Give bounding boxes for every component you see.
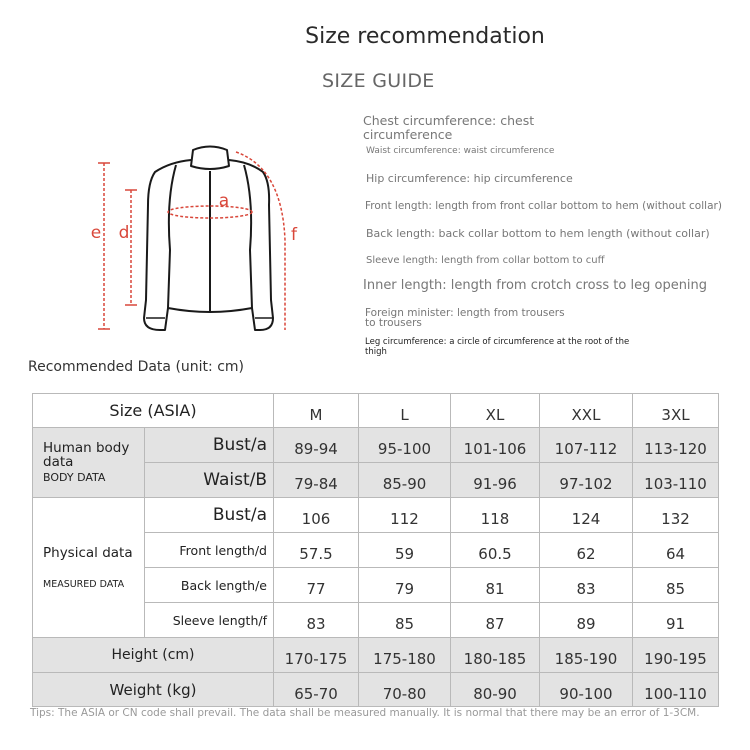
table-cell: 180-185	[451, 638, 540, 673]
definition-foreign-minister: Foreign minister: length from trousers to trousers	[365, 307, 565, 329]
size-col-m: M	[274, 394, 359, 428]
table-cell: 107-112	[540, 428, 633, 463]
definition-waist: Waist circumference: waist circumference	[366, 146, 555, 156]
definition-inner-length: Inner length: length from crotch cross to leg opening	[363, 278, 708, 293]
height-row-label: Height (cm)	[33, 638, 274, 673]
table-cell: 81	[451, 568, 540, 603]
table-cell: 65-70	[274, 673, 359, 707]
body-data-group	[33, 428, 145, 498]
size-col-xl: XL	[451, 394, 540, 428]
table-cell: 91	[633, 603, 719, 638]
table-cell: 95-100	[359, 428, 451, 463]
table-cell: 62	[540, 533, 633, 568]
table-cell: 85-90	[359, 463, 451, 498]
definition-leg-circumference: Leg circumference: a circle of circumference at the root of the thigh	[365, 337, 630, 357]
table-cell: 185-190	[540, 638, 633, 673]
table-cell: 60.5	[451, 533, 540, 568]
body-row-label: Waist/B	[145, 463, 274, 498]
table-cell: 190-195	[633, 638, 719, 673]
size-header: Size (ASIA)	[33, 394, 274, 428]
size-col-3xl: 3XL	[633, 394, 719, 428]
label-d: d	[118, 223, 130, 243]
right-sleeve-seam	[244, 165, 252, 308]
size-col-xxl: XXL	[540, 394, 633, 428]
recommended-data-label: Recommended Data (unit: cm)	[28, 359, 245, 375]
table-cell: 87	[451, 603, 540, 638]
size-guide-subtitle: SIZE GUIDE	[322, 70, 435, 92]
size-table	[32, 393, 719, 707]
table-cell: 97-102	[540, 463, 633, 498]
jacket-diagram	[85, 140, 305, 340]
table-cell: 89	[540, 603, 633, 638]
table-cell: 57.5	[274, 533, 359, 568]
table-cell: 101-106	[451, 428, 540, 463]
physical-row-label: Sleeve length/f	[145, 603, 274, 638]
table-cell: 64	[633, 533, 719, 568]
table-cell: 85	[359, 603, 451, 638]
table-cell: 91-96	[451, 463, 540, 498]
tips-note: Tips: The ASIA or CN code shall prevail. The data shall be measured manually. It is normal that there may be an error of 1-3CM.	[30, 707, 700, 719]
body-row-label: Bust/a	[145, 428, 274, 463]
table-cell: 90-100	[540, 673, 633, 707]
collar-outline	[191, 147, 229, 170]
definition-sleeve-length: Sleeve length: length from collar bottom to cuff	[366, 255, 605, 266]
physical-data-sublabel: MEASURED DATA	[43, 579, 125, 590]
weight-row-label: Weight (kg)	[33, 673, 274, 707]
body-data-label: Human body data	[43, 440, 130, 470]
table-cell: 100-110	[633, 673, 719, 707]
table-cell: 175-180	[359, 638, 451, 673]
table-cell: 118	[451, 498, 540, 533]
table-cell: 132	[633, 498, 719, 533]
table-cell: 113-120	[633, 428, 719, 463]
size-col-l: L	[359, 394, 451, 428]
body-data-sublabel: BODY DATA	[43, 471, 106, 484]
table-cell: 83	[274, 603, 359, 638]
table-cell: 170-175	[274, 638, 359, 673]
definition-hip: Hip circumference: hip circumference	[366, 172, 573, 185]
physical-data-group	[33, 498, 145, 638]
definition-chest: Chest circumference: chest circumference	[363, 113, 535, 142]
physical-data-label: Physical data	[43, 545, 133, 561]
table-cell: 70-80	[359, 673, 451, 707]
physical-row-label: Bust/a	[145, 498, 274, 533]
table-cell: 59	[359, 533, 451, 568]
sleeve-length-curve	[236, 152, 285, 330]
definition-front-length: Front length: length from front collar bottom to hem (without collar)	[365, 200, 722, 212]
label-a: a	[218, 191, 230, 211]
physical-row-label: Front length/d	[145, 533, 274, 568]
table-cell: 106	[274, 498, 359, 533]
physical-row-label: Back length/e	[145, 568, 274, 603]
page-title: Size recommendation	[305, 24, 545, 49]
table-cell: 103-110	[633, 463, 719, 498]
table-cell: 80-90	[451, 673, 540, 707]
table-cell: 112	[359, 498, 451, 533]
table-cell: 89-94	[274, 428, 359, 463]
table-cell: 124	[540, 498, 633, 533]
table-cell: 79	[359, 568, 451, 603]
definition-back-length: Back length: back collar bottom to hem length (without collar)	[366, 227, 710, 240]
left-sleeve-seam	[168, 165, 176, 308]
label-e: e	[90, 223, 102, 243]
table-cell: 85	[633, 568, 719, 603]
table-cell: 77	[274, 568, 359, 603]
table-cell: 79-84	[274, 463, 359, 498]
body-outline	[144, 160, 273, 330]
table-cell: 83	[540, 568, 633, 603]
label-f: f	[291, 225, 297, 245]
